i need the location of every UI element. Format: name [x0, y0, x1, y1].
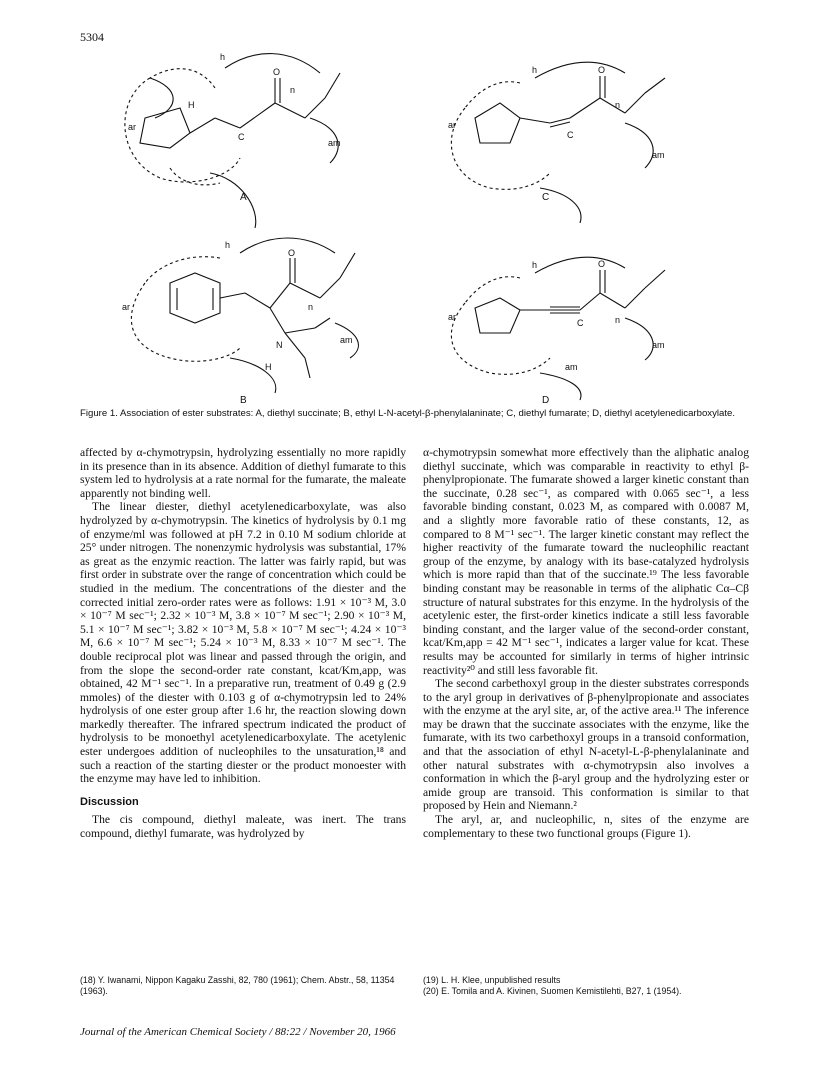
panel-label-b: B: [240, 395, 247, 406]
atom-c: C: [577, 318, 584, 328]
panel-c-structure: [451, 62, 665, 223]
site-label-am: am: [340, 335, 353, 345]
atom-o: O: [288, 248, 296, 258]
footnote-20: (20) E. Tomila and A. Kivinen, Suomen Kemistilehti, B27, 1 (1954).: [423, 986, 682, 996]
site-label-am: am: [328, 138, 341, 148]
paragraph: The cis compound, diethyl maleate, was inert. The trans compound, diethyl fumarate, was hydrolyzed by: [80, 813, 406, 841]
atom-h: H: [188, 100, 195, 110]
atom-c: C: [238, 132, 245, 142]
site-label-ar: ar: [448, 312, 457, 322]
site-label-n: n: [290, 85, 296, 95]
figure-caption: Figure 1. Association of ester substrates: A, diethyl succinate; B, ethyl L-N-acetyl-β-phenylalaninate; C, diethyl fumarate; D, diethyl acetylenedicarboxylate.: [80, 408, 736, 419]
paragraph: α-chymotrypsin somewhat more effectively than the aliphatic analog diethyl succinate, which was comparable in reactivity to ethyl β-phenylpropionate. The fumarate showed a larger kinetic constant than the succinate, 0.28 sec⁻¹, as compared with 0.065 sec⁻¹, a less favorable binding constant, 0.023 M, as compared with 0.0087 M, and a slightly more favorable ratio of these constants, 12, as compared to 8 M⁻¹ sec⁻¹. The larger kinetic constant may reflect the higher reactivity of the fumarate toward the nucleophilic reactant group of the enzyme, by analogy with its base-catalyzed hydrolysis which is more rapid than that of the succinate.¹⁹ The less favorable binding constant may be reasonable in terms of the aliphatic Cα–Cβ structure of natural substrates for this enzyme. In the hydrolysis of the acetylenic ester, the first-order kinetics indicate a still less favorable binding constant, and the larger value of the second-order constant, kcat/Km,app = 42 M⁻¹ sec⁻¹, indicates a larger value for kcat. These results may be accounted for similarly in terms of higher intrinsic reactivity²⁰ and still less favorable fit.: [423, 446, 749, 677]
panel-label-d: D: [542, 395, 550, 406]
site-label-h: h: [220, 52, 226, 62]
section-heading-discussion: Discussion: [80, 795, 139, 808]
atom-o: O: [598, 65, 606, 75]
footnote-18: (18) Y. Iwanami, Nippon Kagaku Zasshi, 82, 780 (1961); Chem. Abstr., 58, 11354 (1963).: [80, 975, 395, 996]
site-label-ar: ar: [448, 120, 457, 130]
paragraph: affected by α-chymotrypsin, hydrolyzing essentially no more rapidly in its presence than in its absence. Addition of diethyl fumarate to this system led to hydrolysis at a rate normal for the fumarate, the maleate apparently not binding well.: [80, 446, 406, 500]
site-label-h: h: [532, 65, 538, 75]
figure-1: [80, 48, 750, 408]
left-column: [80, 446, 406, 841]
site-label-am: am: [652, 340, 665, 350]
panel-label-a: A: [240, 192, 247, 203]
site-label-n: n: [615, 100, 621, 110]
atom-n: N: [276, 340, 283, 350]
paragraph: The second carbethoxyl group in the diester substrates corresponds to the aryl group in derivatives of β-phenylpropionate and associates with the enzyme at the aryl site, ar, of the active area.¹¹ The inference may be drawn that the succinate associates with the enzyme, like the fumarate, with its two carbethoxyl groups in a transoid conformation, and that the association of ethyl N-acetyl-L-β-phenylalaninate and other natural substrates with α-chymotrypsin also involves a conformation in which the β-aryl group and the hydrolyzing ester or amide group are transoid. This conformation is similar to that proposed by Hein and Niemann.²: [423, 677, 749, 813]
footnote-19: (19) L. H. Klee, unpublished results: [423, 975, 561, 985]
paragraph: The linear diester, diethyl acetylenedicarboxylate, was also hydrolyzed by α-chymotrypsin. The kinetics of hydrolysis by 0.1 mg of enzyme/ml was followed at pH 7.2 in 0.10 M sodium chloride at 25° under nitrogen. The nonenzymic hydrolysis was substantial, 17% as great as the enzymic reaction. The latter was fairly rapid, but was first order in substrate over the range of concentration which could be studied in the medium. The concentrations of the diester and the corrected initial zero-order rates were as follows: 1.91 × 10⁻³ M, 3.0 × 10⁻⁷ M sec⁻¹; 2.32 × 10⁻³ M, 3.8 × 10⁻⁷ M sec⁻¹; 2.90 × 10⁻³ M, 5.1 × 10⁻⁷ M sec⁻¹; 3.82 × 10⁻³ M, 5.8 × 10⁻⁷ M sec⁻¹; 4.24 × 10⁻³ M, 6.6 × 10⁻⁷ M sec⁻¹; 5.24 × 10⁻³ M, 8.33 × 10⁻⁷ M sec⁻¹. The double reciprocal plot was linear and passed through the origin, and from the slope the second-order rate constant, kcat/Km,app, was obtained, 42 M⁻¹ sec⁻¹. In a preparative run, treatment of 0.49 g (2.9 mmoles) of the diester with 0.103 g of α-chymotrypsin led to 24% hydrolysis of one ester group after 1.6 hr, the reaction slowing down markedly thereafter. The infrared spectrum indicated the product of hydrolysis to be monoethyl acetylenedicarboxylate. The acetylenic ester undergoes addition of nucleophiles to the unsaturation,¹⁸ and such a reaction of the starting diester or the product monoester with the enzyme may have led to inhibition.: [80, 500, 406, 786]
atom-o: O: [273, 67, 281, 77]
right-column: [423, 446, 749, 840]
panel-b-structure: [131, 238, 358, 393]
site-label-n: n: [615, 315, 621, 325]
panel-d-structure: [451, 257, 665, 400]
panel-a-structure: [125, 54, 340, 228]
paragraph: The aryl, ar, and nucleophilic, n, sites of the enzyme are complementary to these two functional groups (Figure 1).: [423, 813, 749, 840]
footnotes-left: [80, 975, 410, 997]
page-number: 5304: [80, 30, 104, 44]
site-label-h: h: [225, 240, 231, 250]
enzyme-substrate-diagram: [80, 48, 750, 408]
site-label-ar: ar: [128, 122, 137, 132]
footnotes-right: [423, 975, 753, 997]
site-label-n: n: [308, 302, 314, 312]
site-label-h: h: [532, 260, 538, 270]
atom-h: H: [265, 362, 272, 372]
journal-footer: Journal of the American Chemical Society / 88:22 / November 20, 1966: [80, 1026, 396, 1038]
atom-c: C: [567, 130, 574, 140]
atom-o: O: [598, 259, 606, 269]
site-label-ar: ar: [122, 302, 131, 312]
panel-label-c: C: [542, 192, 550, 203]
site-label-am: am: [565, 362, 578, 372]
site-label-am: am: [652, 150, 665, 160]
